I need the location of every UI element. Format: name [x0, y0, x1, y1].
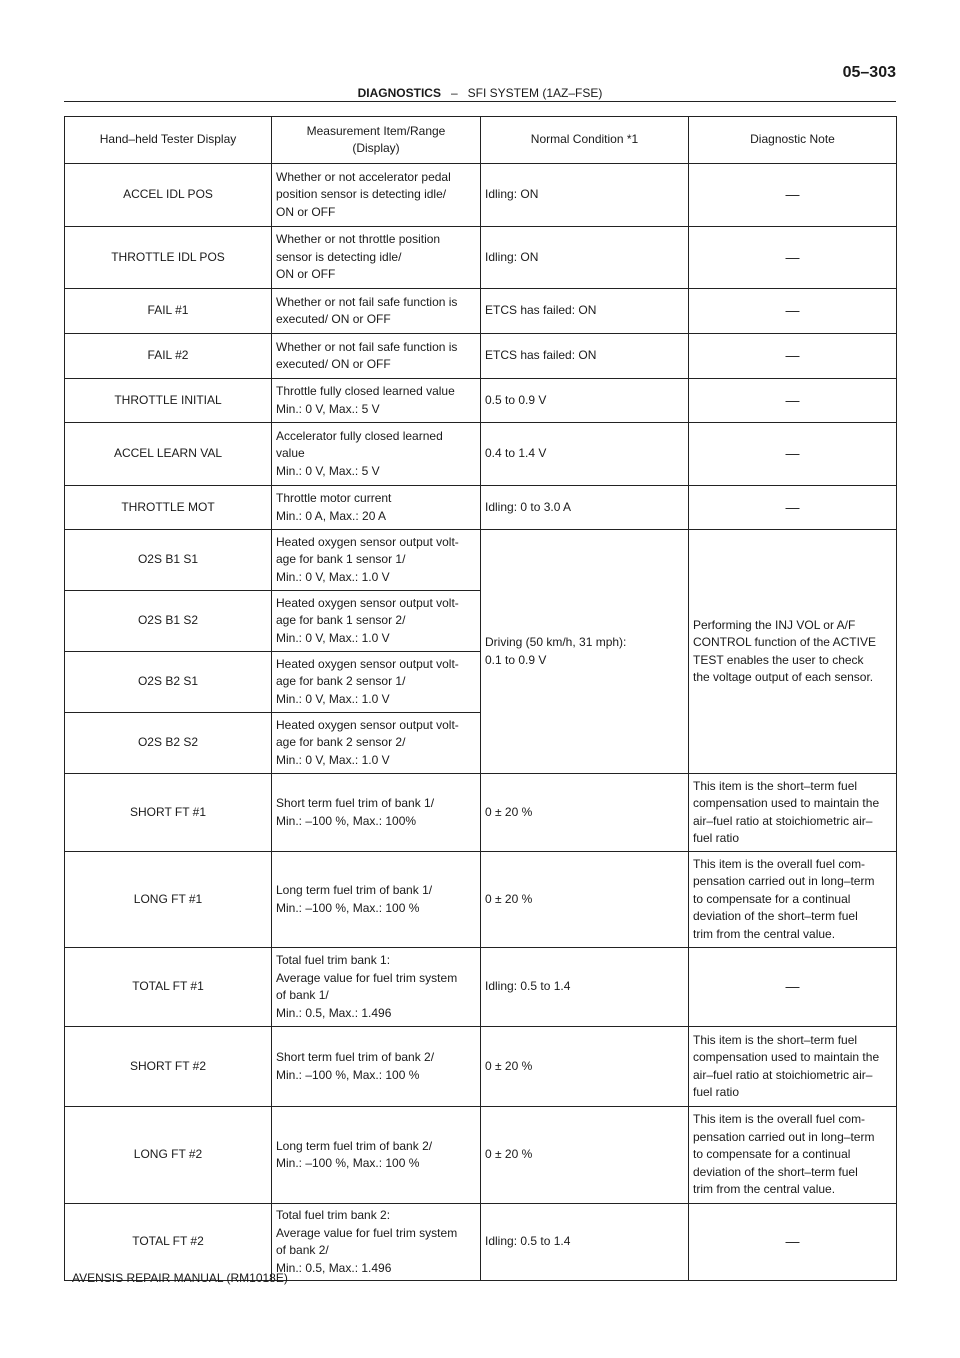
- diagnostic-note-cell: This item is the overall fuel com- pensation carried out in long–term to compensate for a continual deviation of the short–term fuel trim from the central value.: [689, 852, 897, 948]
- table-row: [65, 486, 897, 530]
- measurement-cell: Heated oxygen sensor output volt- age for bank 1 sensor 1/ Min.: 0 V, Max.: 1.0 V: [272, 530, 481, 591]
- column-header-display: Hand–held Tester Display: [65, 117, 272, 164]
- section-title: DIAGNOSTICS: [357, 86, 441, 100]
- tester-display-cell: THROTTLE IDL POS: [65, 227, 272, 289]
- tester-display-cell: FAIL #1: [65, 289, 272, 334]
- normal-condition-cell: 0.4 to 1.4 V: [481, 423, 689, 486]
- tester-display-cell: O2S B1 S2: [65, 591, 272, 652]
- tester-display-cell: TOTAL FT #1: [65, 948, 272, 1027]
- diagnostic-note-cell: This item is the short–term fuel compensation used to maintain the air–fuel ratio at stoichiometric air– fuel ratio: [689, 1027, 897, 1107]
- column-header-measurement: Measurement Item/Range (Display): [272, 117, 481, 164]
- normal-condition-cell: 0 ± 20 %: [481, 852, 689, 948]
- table-row: [65, 530, 897, 591]
- normal-condition-cell: Idling: 0.5 to 1.4: [481, 948, 689, 1027]
- diagnostic-note-cell: —: [689, 1204, 897, 1281]
- measurement-cell: Short term fuel trim of bank 2/ Min.: –100 %, Max.: 100 %: [272, 1027, 481, 1107]
- diagnostic-note-cell: —: [689, 334, 897, 379]
- measurement-cell: Total fuel trim bank 2: Average value for fuel trim system of bank 2/ Min.: 0.5, Max.: 1.496: [272, 1204, 481, 1281]
- title-separator: –: [450, 86, 458, 100]
- measurement-cell: Heated oxygen sensor output volt- age for bank 2 sensor 1/ Min.: 0 V, Max.: 1.0 V: [272, 652, 481, 713]
- normal-condition-cell: Idling: ON: [481, 164, 689, 227]
- tester-display-cell: THROTTLE MOT: [65, 486, 272, 530]
- diagnostic-note-cell: This item is the overall fuel com- pensation carried out in long–term to compensate for a continual deviation of the short–term fuel trim from the central value.: [689, 1107, 897, 1204]
- tester-display-cell: SHORT FT #2: [65, 1027, 272, 1107]
- header-rule: [64, 101, 896, 102]
- table-row: [65, 1107, 897, 1204]
- diagnostic-note-cell: —: [689, 227, 897, 289]
- diagnostic-note-cell: —: [689, 486, 897, 530]
- normal-condition-cell: ETCS has failed: ON: [481, 334, 689, 379]
- diagnostic-note-cell: —: [689, 164, 897, 227]
- table-row: [65, 1204, 897, 1281]
- diagnostic-note-cell: —: [689, 423, 897, 486]
- measurement-cell: Accelerator fully closed learned value Min.: 0 V, Max.: 5 V: [272, 423, 481, 486]
- tester-display-cell: ACCEL IDL POS: [65, 164, 272, 227]
- table-row: [65, 164, 897, 227]
- normal-condition-cell: Idling: ON: [481, 227, 689, 289]
- measurement-cell: Total fuel trim bank 1: Average value for fuel trim system of bank 1/ Min.: 0.5, Max.: 1.496: [272, 948, 481, 1027]
- subsection-title: SFI SYSTEM (1AZ–FSE): [467, 86, 603, 100]
- table-row: [65, 289, 897, 334]
- tester-display-cell: TOTAL FT #2: [65, 1204, 272, 1281]
- measurement-cell: Long term fuel trim of bank 2/ Min.: –100 %, Max.: 100 %: [272, 1107, 481, 1204]
- diagnostic-note-cell: —: [689, 289, 897, 334]
- tester-display-cell: FAIL #2: [65, 334, 272, 379]
- diagnostic-note-cell: This item is the short–term fuel compensation used to maintain the air–fuel ratio at stoichiometric air– fuel ratio: [689, 774, 897, 852]
- page-header: [64, 62, 896, 102]
- column-header-normal: Normal Condition *1: [481, 117, 689, 164]
- normal-condition-cell: 0 ± 20 %: [481, 774, 689, 852]
- measurement-cell: Whether or not accelerator pedal position sensor is detecting idle/ ON or OFF: [272, 164, 481, 227]
- tester-display-cell: ACCEL LEARN VAL: [65, 423, 272, 486]
- diagnostic-note-cell: Performing the INJ VOL or A/F CONTROL function of the ACTIVE TEST enables the user to check the voltage output of each sensor.: [689, 530, 897, 774]
- manual-footer: AVENSIS REPAIR MANUAL (RM1018E): [72, 1271, 288, 1285]
- table-row: [65, 379, 897, 423]
- table-row: [65, 227, 897, 289]
- normal-condition-cell: 0 ± 20 %: [481, 1107, 689, 1204]
- tester-display-cell: THROTTLE INITIAL: [65, 379, 272, 423]
- column-header-note: Diagnostic Note: [689, 117, 897, 164]
- normal-condition-cell: Idling: 0 to 3.0 A: [481, 486, 689, 530]
- table-row: [65, 1027, 897, 1107]
- diagnostic-note-cell: —: [689, 379, 897, 423]
- tester-display-cell: O2S B1 S1: [65, 530, 272, 591]
- normal-condition-cell: 0.5 to 0.9 V: [481, 379, 689, 423]
- table-row: [65, 852, 897, 948]
- table-header-row: [65, 117, 897, 164]
- measurement-cell: Throttle fully closed learned value Min.: 0 V, Max.: 5 V: [272, 379, 481, 423]
- normal-condition-cell: Driving (50 km/h, 31 mph): 0.1 to 0.9 V: [481, 530, 689, 774]
- normal-condition-cell: Idling: 0.5 to 1.4: [481, 1204, 689, 1281]
- tester-display-cell: O2S B2 S2: [65, 713, 272, 774]
- tester-display-cell: LONG FT #2: [65, 1107, 272, 1204]
- running-title: [64, 86, 896, 100]
- measurement-cell: Whether or not fail safe function is executed/ ON or OFF: [272, 289, 481, 334]
- tester-display-cell: LONG FT #1: [65, 852, 272, 948]
- tester-display-cell: O2S B2 S1: [65, 652, 272, 713]
- normal-condition-cell: 0 ± 20 %: [481, 1027, 689, 1107]
- table-row: [65, 423, 897, 486]
- measurement-cell: Heated oxygen sensor output volt- age for bank 1 sensor 2/ Min.: 0 V, Max.: 1.0 V: [272, 591, 481, 652]
- normal-condition-cell: ETCS has failed: ON: [481, 289, 689, 334]
- page-number: 05–303: [842, 64, 896, 81]
- table-row: [65, 774, 897, 852]
- data-list-table: [64, 116, 897, 1281]
- measurement-cell: Heated oxygen sensor output volt- age for bank 2 sensor 2/ Min.: 0 V, Max.: 1.0 V: [272, 713, 481, 774]
- diagnostic-note-cell: —: [689, 948, 897, 1027]
- table-row: [65, 334, 897, 379]
- measurement-cell: Short term fuel trim of bank 1/ Min.: –100 %, Max.: 100%: [272, 774, 481, 852]
- measurement-cell: Whether or not throttle position sensor is detecting idle/ ON or OFF: [272, 227, 481, 289]
- table-row: [65, 948, 897, 1027]
- measurement-cell: Throttle motor current Min.: 0 A, Max.: 20 A: [272, 486, 481, 530]
- measurement-cell: Whether or not fail safe function is executed/ ON or OFF: [272, 334, 481, 379]
- tester-display-cell: SHORT FT #1: [65, 774, 272, 852]
- measurement-cell: Long term fuel trim of bank 1/ Min.: –100 %, Max.: 100 %: [272, 852, 481, 948]
